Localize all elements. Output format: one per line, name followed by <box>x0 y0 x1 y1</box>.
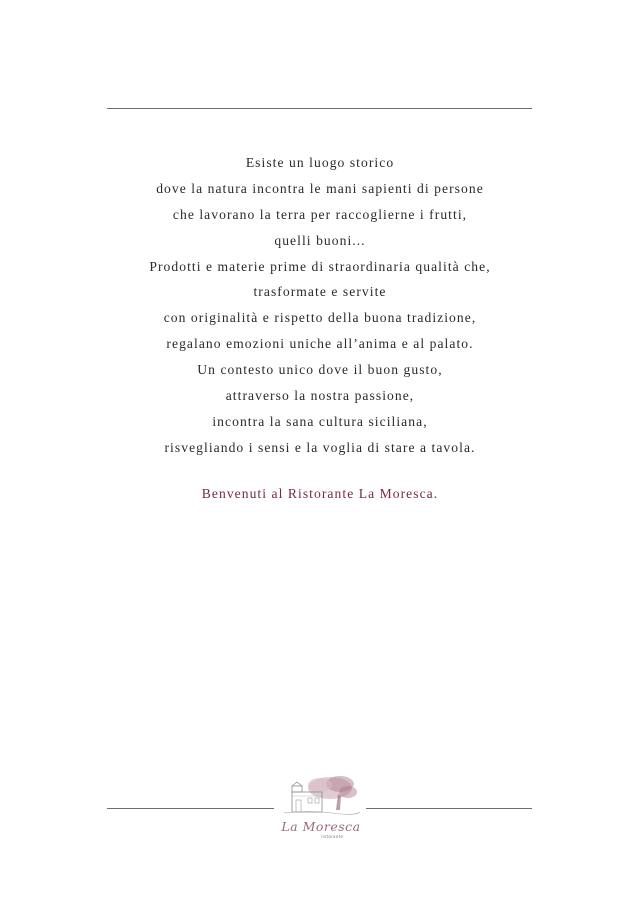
bottom-divider-right <box>366 808 532 809</box>
restaurant-logo <box>278 772 364 842</box>
intro-line: regalano emozioni uniche all’anima e al palato. <box>166 336 474 352</box>
intro-line: Esiste un luogo storico <box>245 155 395 170</box>
intro-line: Prodotti e materie prime di straordinaria qualità che, <box>149 258 491 274</box>
logo-name: La Moresca <box>281 819 361 834</box>
intro-line: trasformate e servite <box>253 284 387 300</box>
intro-line: Un contesto unico dove il buon gusto, <box>197 362 443 378</box>
farmhouse-tree-illustration-icon <box>278 772 364 820</box>
intro-line: dove la natura incontra le mani sapienti di persone <box>156 180 484 196</box>
intro-line: incontra la sana cultura siciliana, <box>212 413 428 429</box>
logo-subtitle: ristorante <box>320 834 344 839</box>
intro-line: quelli buoni... <box>274 232 366 248</box>
bottom-divider-left <box>107 808 274 809</box>
intro-line: attraverso la nostra passione, <box>225 388 415 404</box>
welcome-message: Benvenuti al Ristorante La Moresca. <box>201 486 439 501</box>
intro-text <box>0 150 640 461</box>
intro-line: risvegliando i sensi e la voglia di stare a tavola. <box>164 439 476 455</box>
top-divider <box>107 108 532 109</box>
intro-line: che lavorano la terra per raccoglierne i frutti, <box>172 206 468 222</box>
intro-line: con originalità e rispetto della buona tradizione, <box>163 310 477 326</box>
